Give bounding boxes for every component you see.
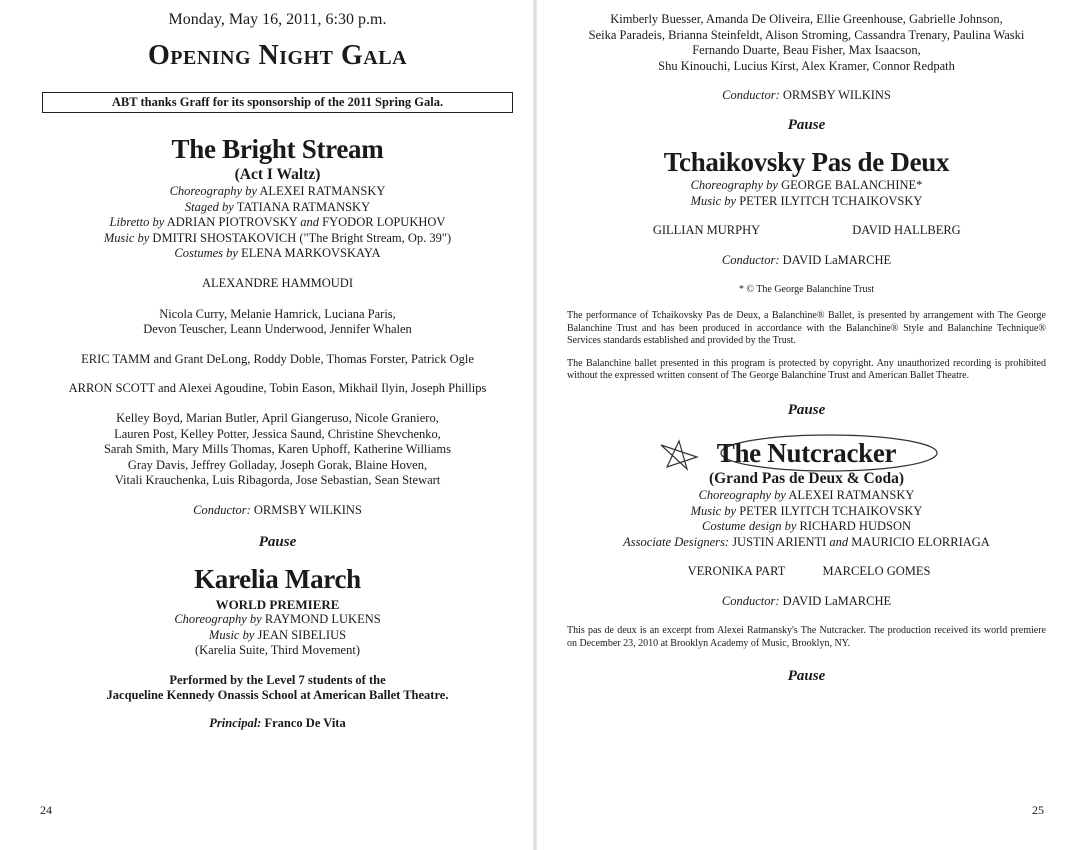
nutcracker-title: The Nutcracker xyxy=(716,437,897,468)
credit-line: Choreography by ALEXEI RATMANSKY xyxy=(698,487,915,502)
pause-label: Pause xyxy=(787,116,826,133)
cast-line: Vitali Krauchenka, Luis Ribagorda, Jose Sebastian, Sean Stewart xyxy=(114,473,441,488)
page-number-right: 25 xyxy=(1032,803,1044,817)
sponsor-box xyxy=(42,92,513,113)
sponsor-text: ABT thanks Graff for its sponsorship of the 2011 Spring Gala. xyxy=(111,95,444,109)
suite-note: (Karelia Suite, Third Movement) xyxy=(194,643,360,658)
trust-note: * © The George Balanchine Trust xyxy=(738,284,875,296)
nutcracker-note: This pas de deux is an excerpt from Alexei Ratmansky's The Nutcracker. The production received its world premiere on December 23, 2010 at Brooklyn Academy of Music, Brooklyn, NY. xyxy=(567,625,1046,650)
credit-line: Libretto by ADRIAN PIOTROVSKY and FYODOR LOPUKHOV xyxy=(109,215,446,230)
nutcracker-heading xyxy=(567,437,1046,469)
credit-line: Music by DMITRI SHOSTAKOVICH ("The Bright Stream, Op. 39") xyxy=(103,230,452,245)
pause-label: Pause xyxy=(787,401,826,418)
cast-line: Kimberly Buesser, Amanda De Oliveira, Ellie Greenhouse, Gabrielle Johnson, xyxy=(610,12,1003,26)
cast-line: ARRON SCOTT and Alexei Agoudine, Tobin Eason, Mikhail Ilyin, Joseph Phillips xyxy=(68,381,487,396)
tchaikovsky-title: Tchaikovsky Pas de Deux xyxy=(663,146,950,177)
bright-stream-title: The Bright Stream xyxy=(171,134,384,164)
dancer-name: MARCELO GOMES xyxy=(822,564,931,579)
credit-line: Choreography by ALEXEI RATMANSKY xyxy=(169,184,386,198)
dancer-name: DAVID HALLBERG xyxy=(852,223,961,238)
credit-line: Music by PETER ILYITCH TCHAIKOVSKY xyxy=(690,503,923,518)
cast-line: Gray Davis, Jeffrey Golladay, Joseph Gorak, Blaine Hoven, xyxy=(127,457,428,472)
conductor-line: Conductor: ORMSBY WILKINS xyxy=(722,88,891,103)
cast-line: Devon Teuscher, Leann Underwood, Jennifer Whalen xyxy=(143,322,412,337)
pen-star-mark xyxy=(657,437,703,471)
world-premiere: WORLD PREMIERE xyxy=(215,596,340,612)
principal-dancer: ALEXANDRE HAMMOUDI xyxy=(201,275,354,290)
credit-line: Choreography by RAYMOND LUKENS xyxy=(174,612,381,627)
karelia-title: Karelia March xyxy=(194,563,361,594)
conductor-line: Conductor: DAVID LaMARCHE xyxy=(721,252,892,267)
page-number-left: 24 xyxy=(40,803,52,817)
credit-line: Music by JEAN SIBELIUS xyxy=(208,627,347,642)
right-page xyxy=(537,0,1066,850)
cast-line: Kelley Boyd, Marian Butler, April Giangeruso, Nicole Graniero, xyxy=(116,410,439,425)
conductor-line: Conductor: DAVID LaMARCHE xyxy=(721,593,892,608)
dancer-pair xyxy=(567,564,1046,580)
cast-line: Nicola Curry, Melanie Hamrick, Luciana Paris, xyxy=(159,306,396,321)
performed-line: Performed by the Level 7 students of the xyxy=(169,672,386,687)
dancer-name: VERONIKA PART xyxy=(687,564,786,579)
dancer-pair xyxy=(567,223,1046,239)
credit-line: Costumes by ELENA MARKOVSKAYA xyxy=(174,246,381,261)
performed-line: Jacqueline Kennedy Onassis School at American Ballet Theatre. xyxy=(106,688,449,703)
cast-line: Lauren Post, Kelley Potter, Jessica Saund, Christine Shevchenko, xyxy=(114,426,441,441)
dancer-name: GILLIAN MURPHY xyxy=(652,223,761,238)
conductor-line: Conductor: ORMSBY WILKINS xyxy=(193,502,362,517)
pause-label: Pause xyxy=(258,533,297,550)
nutcracker-subtitle: (Grand Pas de Deux & Coda) xyxy=(708,469,905,487)
cast-line: ERIC TAMM and Grant DeLong, Roddy Doble, Thomas Forster, Patrick Ogle xyxy=(81,351,474,366)
principal-line: Principal: Franco De Vita xyxy=(209,716,346,731)
copyright-note: The Balanchine ballet presented in this program is protected by copyright. Any unauthorized recording is prohibited without the expressed written consent of The George Balanchine Trust and American Ballet Theatre. xyxy=(567,357,1046,382)
balanchine-note: The performance of Tchaikovsky Pas de Deux, a Balanchine® Ballet, is presented by arrangement with The George Balanchine Trust and has been produced in accordance with the Balanchine® Style and Balanchine Technique® Services standards established and provided by the Trust. xyxy=(567,309,1046,347)
cast-line: Sarah Smith, Mary Mills Thomas, Karen Uphoff, Katherine Williams xyxy=(103,442,451,457)
pause-label: Pause xyxy=(787,667,826,684)
gala-title: Opening Night Gala xyxy=(147,40,408,71)
credit-line: Choreography by GEORGE BALANCHINE* xyxy=(690,177,923,192)
cast-line: Shu Kinouchi, Lucius Kirst, Alex Kramer, Connor Redpath xyxy=(658,58,955,73)
credit-line: Staged by TATIANA RATMANSKY xyxy=(184,199,371,214)
credit-line: Costume design by RICHARD HUDSON xyxy=(701,519,912,534)
cast-line: Fernando Duarte, Beau Fisher, Max Isaacson, xyxy=(692,43,921,58)
credit-line: Music by PETER ILYITCH TCHAIKOVSKY xyxy=(690,193,923,208)
credit-line: Associate Designers: JUSTIN ARIENTI and MAURICIO ELORRIAGA xyxy=(623,534,990,549)
bright-stream-subtitle: (Act I Waltz) xyxy=(234,166,321,183)
gala-date: Monday, May 16, 2011, 6:30 p.m. xyxy=(168,11,387,28)
cast-line: Seika Paradeis, Brianna Steinfeldt, Alison Stroming, Cassandra Trenary, Paulina Waski xyxy=(588,27,1025,42)
